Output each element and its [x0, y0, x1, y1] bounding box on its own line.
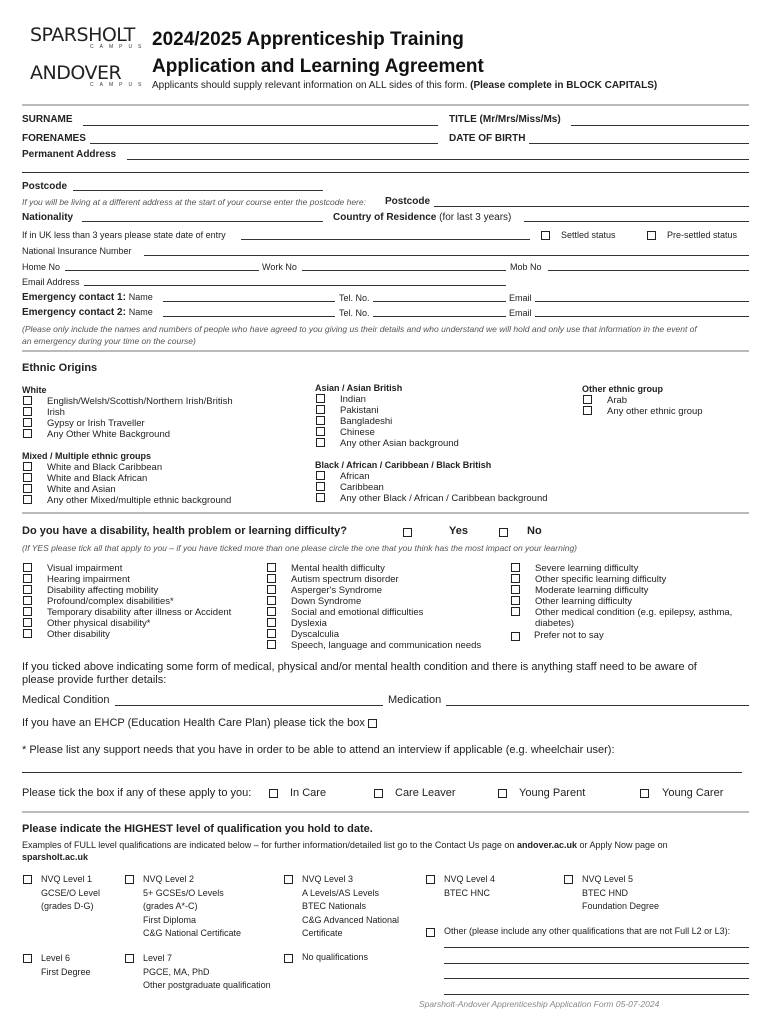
- option-label: Any other ethnic group: [607, 406, 703, 417]
- disability-yes-label: Yes: [449, 525, 468, 537]
- qual-line: First Diploma: [143, 914, 197, 925]
- list-item[interactable]: [511, 596, 732, 607]
- logo-top-sub: CAMPUS: [90, 44, 148, 50]
- list-item[interactable]: [23, 629, 231, 640]
- checkbox[interactable]: [267, 618, 276, 627]
- nvq5-checkbox[interactable]: [564, 875, 573, 884]
- other-qual-field-1[interactable]: [444, 947, 749, 948]
- option-label: Other disability: [47, 629, 110, 640]
- list-item[interactable]: [316, 394, 459, 405]
- option-label: White and Black Caribbean: [47, 462, 163, 473]
- home-no-label: Home No: [22, 262, 61, 272]
- option-label: Asperger's Syndrome: [291, 585, 383, 596]
- disability-col1: [23, 563, 231, 640]
- settled-checkbox[interactable]: [541, 231, 550, 240]
- option-label: Caribbean: [340, 482, 384, 493]
- checkbox[interactable]: [23, 574, 32, 583]
- medical-label: Medical Condition: [22, 694, 110, 706]
- list-item[interactable]: [23, 563, 231, 574]
- qual-line: NVQ Level 1: [41, 874, 93, 884]
- checkbox[interactable]: [316, 493, 325, 502]
- in-care-label: In Care: [290, 787, 327, 799]
- ec1-name-field[interactable]: [163, 301, 335, 302]
- qual-line: PGCE, MA, PhD: [143, 966, 210, 977]
- forenames-label: FORENAMES: [22, 133, 86, 144]
- support-field[interactable]: [22, 772, 742, 773]
- young-parent-label: Young Parent: [519, 787, 586, 799]
- young-carer-checkbox[interactable]: [640, 789, 649, 798]
- checkbox[interactable]: [316, 416, 325, 425]
- ehcp-label: If you have an EHCP (Education Health Care Plan) please tick the box: [22, 717, 365, 729]
- checkbox[interactable]: [267, 596, 276, 605]
- option-label: White and Asian: [47, 484, 116, 495]
- email-field[interactable]: [84, 285, 506, 286]
- option-label: Disability affecting mobility: [47, 585, 159, 596]
- option-label: Hearing impairment: [47, 574, 130, 585]
- option-label: Other medical condition (e.g. epilepsy, asthma,: [535, 607, 733, 618]
- nvq5-group: [582, 873, 659, 914]
- checkbox[interactable]: [267, 607, 276, 616]
- title-line-1: 2024/2025 Apprenticeship Training: [152, 29, 464, 50]
- checkbox[interactable]: [316, 482, 325, 491]
- checkbox[interactable]: [23, 418, 32, 427]
- option-label: Social and emotional difficulties: [291, 607, 424, 618]
- work-no-label: Work No: [262, 262, 297, 272]
- disability-col3: [511, 563, 732, 629]
- nvq2-group: [143, 873, 241, 941]
- option-label: Dyslexia: [291, 618, 327, 629]
- level6-group: [41, 952, 91, 979]
- postcode2-label: Postcode: [385, 196, 431, 207]
- list-item[interactable]: [23, 484, 231, 495]
- checkbox[interactable]: [511, 607, 520, 616]
- country-note: (for last 3 years): [439, 212, 512, 223]
- ec1-tel-label: Tel. No.: [339, 293, 370, 303]
- sparsholt-link[interactable]: sparsholt.ac.uk: [22, 852, 89, 862]
- country-label: [333, 212, 511, 223]
- checkbox[interactable]: [23, 585, 32, 594]
- white-list: [23, 396, 233, 440]
- ethnic-heading: Ethnic Origins: [22, 362, 98, 374]
- disability-no-label: No: [527, 525, 542, 537]
- support-label: * Please list any support needs that you have in order to be able to attend an interview if applicable (e.g. wheelchair user):: [22, 744, 615, 756]
- surname-field[interactable]: [83, 125, 438, 126]
- checkbox[interactable]: [23, 607, 32, 616]
- checkbox[interactable]: [23, 618, 32, 627]
- country-label-text: Country of Residence: [333, 212, 437, 223]
- other-heading: Other ethnic group: [582, 384, 663, 394]
- list-item[interactable]: [23, 418, 233, 429]
- list-item[interactable]: [23, 462, 231, 473]
- checkbox[interactable]: [316, 405, 325, 414]
- option-label: Mental health difficulty: [291, 563, 385, 574]
- footer: Sparsholt-Andover Apprenticeship Application Form 05-07-2024: [419, 999, 660, 1009]
- option-label: Visual impairment: [47, 563, 123, 574]
- list-item[interactable]: [511, 585, 732, 596]
- black-heading: Black / African / Caribbean / Black British: [315, 460, 492, 470]
- asian-list: [316, 394, 459, 449]
- subtitle-text: Applicants should supply relevant information on ALL sides of this form.: [152, 80, 468, 91]
- country-field[interactable]: [524, 221, 749, 222]
- nvq1-group: [41, 873, 100, 914]
- andover-logo: [30, 62, 147, 88]
- disability-col2: [267, 563, 481, 651]
- option-label: Other specific learning difficulty: [535, 574, 667, 585]
- checkbox[interactable]: [23, 473, 32, 482]
- dob-field[interactable]: [529, 143, 749, 144]
- checkbox[interactable]: [23, 396, 32, 405]
- list-item[interactable]: [267, 618, 481, 629]
- apply-label: Please tick the box if any of these apply to you:: [22, 787, 252, 799]
- checkbox[interactable]: [23, 484, 32, 493]
- young-parent-checkbox[interactable]: [498, 789, 507, 798]
- option-label: Any other Mixed/multiple ethnic background: [47, 495, 232, 506]
- qual-line: NVQ Level 4: [444, 874, 496, 884]
- list-item[interactable]: [511, 574, 732, 585]
- postcode-field[interactable]: [73, 190, 323, 191]
- option-label: Pakistani: [340, 405, 379, 416]
- option-label: African: [340, 471, 370, 482]
- presettled-label: Pre-settled status: [667, 230, 738, 240]
- disability-no-checkbox[interactable]: [499, 528, 508, 537]
- qualification-examples: [22, 839, 668, 863]
- divider: [22, 104, 749, 106]
- nvq3-checkbox[interactable]: [284, 875, 293, 884]
- checkbox[interactable]: [583, 395, 592, 404]
- ec2-name-label: Name: [128, 307, 153, 317]
- list-item[interactable]: [23, 495, 231, 506]
- noqual-label: No qualifications: [302, 952, 369, 962]
- checkbox[interactable]: [267, 629, 276, 638]
- option-label: Any other Asian background: [340, 438, 459, 449]
- option-label: diabetes): [535, 618, 575, 629]
- ec1-email-label: Email: [509, 293, 532, 303]
- examples-text-2: or Apply Now page on: [579, 840, 668, 850]
- qual-line: Other postgraduate qualification: [143, 980, 271, 990]
- uk-less-label: If in UK less than 3 years please state date of entry: [22, 230, 226, 240]
- email-label: Email Address: [22, 277, 80, 287]
- option-label: Speech, language and communication needs: [291, 640, 482, 651]
- checkbox[interactable]: [23, 407, 32, 416]
- other-qual-field-4[interactable]: [444, 994, 749, 995]
- disability-yes-checkbox[interactable]: [403, 528, 412, 537]
- checkbox[interactable]: [511, 585, 520, 594]
- checkbox[interactable]: [267, 585, 276, 594]
- postcode-label: Postcode: [22, 181, 68, 192]
- nvq3-group: [302, 873, 399, 941]
- sparsholt-logo: [30, 24, 147, 50]
- level7-group: [143, 952, 271, 993]
- option-label: Moderate learning difficulty: [535, 585, 649, 596]
- divider: [22, 350, 749, 352]
- list-item[interactable]: [23, 596, 231, 607]
- list-item[interactable]: [316, 438, 459, 449]
- ec2-email-label: Email: [509, 308, 532, 318]
- checkbox[interactable]: [23, 563, 32, 572]
- list-item[interactable]: [23, 429, 233, 440]
- qual-line: Foundation Degree: [582, 901, 660, 911]
- logo-bottom-name: ANDOVER: [30, 62, 122, 84]
- uk-date-field[interactable]: [241, 239, 530, 240]
- in-care-checkbox[interactable]: [269, 789, 278, 798]
- nvq2-checkbox[interactable]: [125, 875, 134, 884]
- list-item[interactable]: [583, 395, 703, 406]
- nationality-field[interactable]: [82, 221, 323, 222]
- option-label: Arab: [607, 395, 628, 406]
- ec2-row: [22, 307, 153, 318]
- further-line-1: If you ticked above indicating some form of medical, physical and/or mental health condition and there is anything staff need to be aware of: [22, 661, 697, 673]
- ec1-name-label: Name: [128, 292, 153, 302]
- andover-link[interactable]: andover.ac.uk: [516, 840, 577, 850]
- mob-no-label: Mob No: [510, 262, 542, 272]
- logo-bottom-sub: CAMPUS: [90, 82, 148, 88]
- list-item[interactable]: [23, 618, 231, 629]
- prefer-not-checkbox[interactable]: [511, 632, 520, 641]
- list-item[interactable]: [23, 607, 231, 618]
- mob-no-field[interactable]: [548, 270, 749, 271]
- ec1-email-field[interactable]: [535, 301, 749, 302]
- surname-label: SURNAME: [22, 114, 73, 125]
- list-item[interactable]: [267, 629, 481, 640]
- address-field[interactable]: [127, 159, 749, 160]
- other-qual-field-3[interactable]: [444, 978, 749, 979]
- option-label: Other physical disability*: [47, 618, 151, 629]
- examples-text: Examples of FULL level qualifications are indicated below – for further information/detailed list go to the Contact Us page on: [22, 840, 515, 850]
- option-label: Down Syndrome: [291, 596, 362, 607]
- other-qual-checkbox[interactable]: [426, 928, 435, 937]
- young-carer-label: Young Carer: [662, 787, 724, 799]
- white-heading: White: [22, 385, 47, 395]
- dob-label: DATE OF BIRTH: [449, 133, 526, 144]
- other-qual-field-2[interactable]: [444, 963, 749, 964]
- settled-label: Settled status: [561, 230, 616, 240]
- checkbox[interactable]: [267, 563, 276, 572]
- list-item[interactable]: [316, 471, 548, 482]
- option-label: Any other Black / African / Caribbean background: [340, 493, 548, 504]
- work-no-field[interactable]: [302, 270, 506, 271]
- option-label: Irish: [47, 407, 65, 418]
- list-item[interactable]: [267, 563, 481, 574]
- title-label: TITLE (Mr/Mrs/Miss/Ms): [449, 114, 561, 125]
- further-details: [22, 661, 697, 687]
- different-address-note: If you will be living at a different address at the start of your course enter the postcode here:: [22, 197, 366, 207]
- list-item[interactable]: [316, 482, 548, 493]
- option-label: Indian: [340, 394, 366, 405]
- option-label: English/Welsh/Scottish/Northern Irish/British: [47, 396, 233, 407]
- list-item[interactable]: [511, 563, 732, 574]
- list-item[interactable]: [267, 596, 481, 607]
- checkbox[interactable]: [267, 574, 276, 583]
- checkbox[interactable]: [23, 429, 32, 438]
- list-item[interactable]: [316, 427, 459, 438]
- list-item[interactable]: [316, 493, 548, 504]
- title-field[interactable]: [571, 125, 749, 126]
- checkbox[interactable]: [316, 438, 325, 447]
- checkbox[interactable]: [511, 596, 520, 605]
- ehcp-checkbox[interactable]: [368, 719, 377, 728]
- consent-line-1: (Please only include the names and numbers of people who have agreed to you giving us their details and who understand we will hold and only use that information in the event of: [22, 324, 697, 334]
- nvq4-checkbox[interactable]: [426, 875, 435, 884]
- checkbox[interactable]: [316, 471, 325, 480]
- list-item[interactable]: [23, 396, 233, 407]
- level7-checkbox[interactable]: [125, 954, 134, 963]
- divider: [22, 512, 749, 514]
- medical-field[interactable]: [115, 705, 383, 706]
- page-title: [152, 26, 484, 80]
- qual-line: A Levels/AS Levels: [302, 887, 380, 898]
- title-line-2: Application and Learning Agreement: [152, 56, 484, 77]
- level6-checkbox[interactable]: [23, 954, 32, 963]
- option-label: Bangladeshi: [340, 416, 393, 427]
- logo-top-name: SPARSHOLT: [30, 24, 135, 46]
- disability-question: Do you have a disability, health problem or learning difficulty?: [22, 525, 347, 537]
- divider: [22, 811, 749, 813]
- care-leaver-label: Care Leaver: [395, 787, 456, 799]
- nvq1-checkbox[interactable]: [23, 875, 32, 884]
- list-item[interactable]: [23, 585, 231, 596]
- option-label: White and Black African: [47, 473, 148, 484]
- option-label: Gypsy or Irish Traveller: [47, 418, 145, 429]
- qual-line: 5+ GCSEs/O Levels: [143, 887, 224, 898]
- subtitle-bold: (Please complete in BLOCK CAPITALS): [470, 80, 658, 91]
- disability-note: (If YES please tick all that apply to you – if you have ticked more than one please circle the one that you think has the most impact on your learning): [22, 543, 578, 553]
- qual-line: BTEC HNC: [444, 887, 491, 898]
- checkbox[interactable]: [511, 563, 520, 572]
- list-item[interactable]: [267, 607, 481, 618]
- medication-field[interactable]: [446, 705, 749, 706]
- medication-label: Medication: [388, 694, 442, 706]
- list-item[interactable]: [267, 574, 481, 585]
- ec1-row: [22, 292, 153, 303]
- ni-label: National Insurance Number: [22, 246, 132, 256]
- qual-line: Certificate: [302, 928, 343, 938]
- option-label: Dyscalculia: [291, 629, 340, 640]
- mixed-list: [23, 462, 231, 506]
- other-list: [583, 395, 703, 417]
- qual-line: (grades D-G): [41, 901, 94, 911]
- list-item[interactable]: [267, 640, 481, 651]
- page-subtitle: [152, 80, 657, 91]
- option-label: Profound/complex disabilities*: [47, 596, 174, 607]
- qual-line: NVQ Level 2: [143, 874, 195, 884]
- consent-line-2: an emergency during your time on the course): [22, 336, 196, 346]
- list-item: [511, 618, 732, 629]
- care-leaver-checkbox[interactable]: [374, 789, 383, 798]
- qual-line: GCSE/O Level: [41, 887, 101, 898]
- ec2-name-field[interactable]: [163, 316, 335, 317]
- home-no-field[interactable]: [65, 270, 259, 271]
- checkbox[interactable]: [583, 406, 592, 415]
- option-label: Autism spectrum disorder: [291, 574, 399, 585]
- nvq4-group: [444, 873, 495, 900]
- checkbox[interactable]: [23, 495, 32, 504]
- ni-field[interactable]: [144, 255, 749, 256]
- checkbox[interactable]: [23, 596, 32, 605]
- qual-line: C&G Advanced National: [302, 914, 400, 925]
- list-item[interactable]: [23, 407, 233, 418]
- list-item[interactable]: [23, 473, 231, 484]
- address-field-2[interactable]: [22, 172, 749, 173]
- checkbox[interactable]: [316, 394, 325, 403]
- ec1-tel-field[interactable]: [373, 301, 506, 302]
- option-label: Chinese: [340, 427, 375, 438]
- qual-line: NVQ Level 3: [302, 874, 354, 884]
- list-item[interactable]: [583, 406, 703, 417]
- prefer-not-label: Prefer not to say: [534, 630, 604, 641]
- checkbox[interactable]: [511, 574, 520, 583]
- list-item[interactable]: [23, 574, 231, 585]
- qual-line: NVQ Level 5: [582, 874, 634, 884]
- checkbox[interactable]: [267, 640, 276, 649]
- consent-note: [22, 323, 697, 347]
- asian-heading: Asian / Asian British: [315, 383, 403, 393]
- option-label: Temporary disability after illness or Accident: [47, 607, 232, 618]
- qual-line: BTEC Nationals: [302, 901, 367, 911]
- qual-line: C&G National Certificate: [143, 928, 242, 938]
- list-item[interactable]: [316, 416, 459, 427]
- ec2-email-field[interactable]: [535, 316, 749, 317]
- qual-line: Level 6: [41, 953, 71, 963]
- further-line-2: please provide further details:: [22, 674, 167, 686]
- option-label: Severe learning difficulty: [535, 563, 639, 574]
- ec2-tel-label: Tel. No.: [339, 308, 370, 318]
- other-qual-label: Other (please include any other qualifications that are not Full L2 or L3):: [444, 926, 731, 936]
- list-item[interactable]: [511, 607, 732, 618]
- noqual-checkbox[interactable]: [284, 954, 293, 963]
- postcode2-field[interactable]: [434, 206, 749, 207]
- address-label: Permanent Address: [22, 149, 117, 160]
- qual-line: BTEC HND: [582, 887, 629, 898]
- option-label: Any Other White Background: [47, 429, 171, 440]
- qualification-heading: Please indicate the HIGHEST level of qualification you hold to date.: [22, 823, 373, 835]
- presettled-checkbox[interactable]: [647, 231, 656, 240]
- qual-line: (grades A*-C): [143, 901, 198, 911]
- black-list: [316, 471, 548, 504]
- list-item[interactable]: [267, 585, 481, 596]
- forenames-field[interactable]: [90, 143, 438, 144]
- checkbox[interactable]: [23, 629, 32, 638]
- checkbox[interactable]: [316, 427, 325, 436]
- qual-line: Level 7: [143, 953, 173, 963]
- ec2-tel-field[interactable]: [373, 316, 506, 317]
- nationality-label: Nationality: [22, 212, 74, 223]
- checkbox[interactable]: [23, 462, 32, 471]
- ec2-label: Emergency contact 2:: [22, 307, 126, 318]
- option-label: Other learning difficulty: [535, 596, 632, 607]
- mixed-heading: Mixed / Multiple ethnic groups: [22, 451, 152, 461]
- ec1-label: Emergency contact 1:: [22, 292, 126, 303]
- list-item[interactable]: [316, 405, 459, 416]
- qual-line: First Degree: [41, 966, 91, 977]
